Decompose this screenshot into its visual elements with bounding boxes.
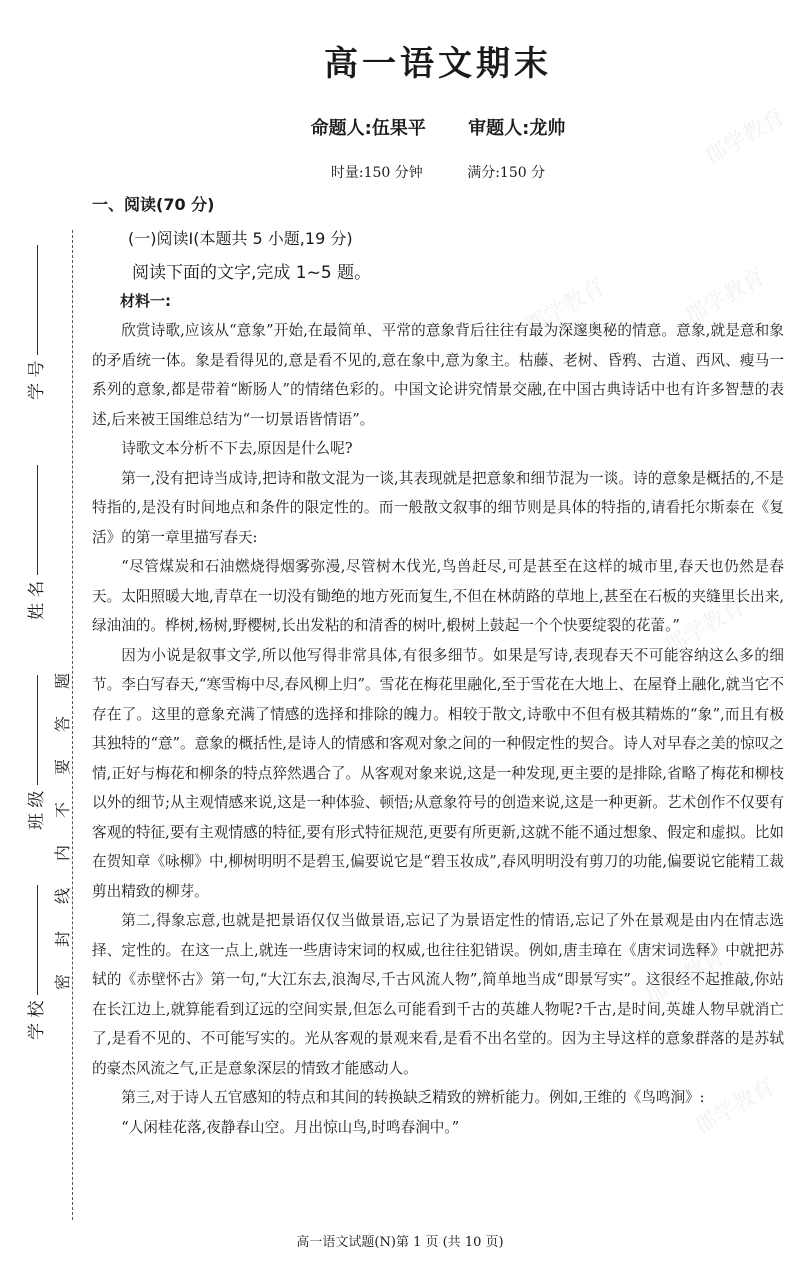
class-blank[interactable] (36, 675, 38, 785)
school-label: 学 校 (27, 1000, 47, 1040)
question-reviewer: 审题人:龙帅 (468, 118, 566, 139)
student-id-field (22, 245, 47, 400)
paragraph: 第三,对于诗人五官感知的特点和其间的转换缺乏精致的辨析能力。例如,王维的《鸟鸣涧》: (121, 1089, 705, 1106)
binding-margin (0, 0, 80, 1264)
exam-timing (92, 162, 784, 182)
poem-quote: “人闲桂花落,夜静春山空。月出惊山鸟,时鸣春涧中。” (121, 1118, 460, 1136)
class-label: 班 级 (27, 790, 47, 830)
watermark: 郡学教育 (660, 594, 750, 661)
watermark: 郡学教育 (640, 944, 730, 1011)
watermark: 郡学教育 (520, 274, 610, 341)
seal-warning: 密封线内不要答题 (53, 645, 72, 990)
school-field (22, 885, 47, 1040)
name-label: 姓 名 (27, 580, 47, 620)
exam-full-score: 满分:150 分 (467, 165, 546, 181)
exam-duration: 时量:150 分钟 (330, 165, 423, 181)
school-blank[interactable] (36, 885, 38, 995)
material-label: 材料一: (120, 292, 171, 310)
paragraph: 因为小说是叙事文学,所以他写得非常具体,有很多细节。如果是写诗,表现春天不可能容纳这么多的细节。李白写春天,“寒雪梅中尽,春风柳上归”。雪花在梅花里融化,至于雪花在大地上、在屋脊上融化,就当它不存在了。这里的意象充满了情感的选择和排除的魄力。相较于散文,诗歌中不但有极其精炼的“象”,而且有极其独特的“意”。意象的概括性,是诗人的情感和客观对象之间的一种假定性的契合。诗人对早春之美的惊叹之情,正好与梅花和柳条的特点猝然遇合了。从客观对象来说,这是一种发现,更主要的是排除,省略了梅花和柳枝以外的细节;从主观情感来说,这是一种体验、顿悟;从意象符号的创造来说,这是一种更新。艺术创作不仅要有客观的特征,要有主观情感的特征,要有形式特征规范,更要有所更新,这就不能不通过想象、假定和虚拟。比如在贺知章《咏柳》中,柳树明明不是碧玉,偏要说它是“碧玉妆成”,春风明明没有剪刀的功能,偏要说它能精工裁剪出精致的柳芽。 (92, 646, 784, 900)
name-field (22, 465, 47, 620)
watermark: 郡学教育 (700, 104, 790, 171)
paragraph: 诗歌文本分析不下去,原因是什么呢? (121, 440, 353, 457)
exam-authors (92, 114, 784, 140)
watermark: 郡学教育 (680, 264, 770, 331)
name-blank[interactable] (36, 465, 38, 575)
quote-paragraph: “尽管煤炭和石油燃烧得烟雾弥漫,尽管树木伐光,鸟兽赶尽,可是甚至在这样的城市里,春天也仍然是春天。太阳照暖大地,青草在一切没有锄绝的地方死而复生,不但在林荫路的草地上,甚至在石板的夹缝里长出来,绿油油的。桦树,杨树,野樱树,长出发粘的和清香的树叶,椴树上鼓起一个个快要绽裂的花蕾。” (92, 558, 784, 634)
paragraph: 第二,得象忘意,也就是把景语仅仅当做景语,忘记了为景语定性的情语,忘记了外在景观是由内在情志选择、定性的。在这一点上,就连一些唐诗宋词的权威,也往往犯错误。例如,唐圭璋在《唐宋词选释》中就把苏轼的《赤壁怀古》第一句,“大江东去,浪淘尽,千古风流人物”,简单地当成“即景写实”。这很经不起推敲,你站在长江边上,就算能看到辽远的空间实景,但怎么可能看到千古的英雄人物呢?千古,是时间,英雄人物早就消亡了,是看不见的、不可能写实的。光从客观的景观来看,是看不出名堂的。因为主导这样的意象群落的是苏轼的豪杰风流之气,正是意象深层的情致才能感动人。 (92, 912, 784, 1077)
paragraph: 欣赏诗歌,应该从“意象”开始,在最简单、平常的意象背后往往有最为深邃奥秘的情意。意象,就是意和象的矛盾统一体。象是看得见的,意是看不见的,意在象中,意为象主。枯藤、老树、昏鸦、古道、西风、瘦马一系列的意象,都是带着“断肠人”的情绪色彩的。中国文论讲究情景交融,在中国古典诗话中也有许多智慧的表述,后来被王国维总结为“一切景语皆情语”。 (92, 322, 784, 428)
reading-instruction: 阅读下面的文字,完成 1~5 题。 (132, 263, 372, 283)
class-field (22, 675, 47, 830)
section-heading: 一、阅读(70 分) (92, 195, 215, 214)
exam-title: 高一语文期末 (324, 44, 552, 84)
subsection-heading: (一)阅读Ⅰ(本题共 5 小题,19 分) (128, 229, 353, 248)
watermark: 郡学教育 (690, 1074, 780, 1141)
page-footer: 高一语文试题(N)第 1 页 (共 10 页) (296, 1235, 504, 1250)
paragraph: 第一,没有把诗当成诗,把诗和散文混为一谈,其表现就是把意象和细节混为一谈。诗的意象是概括的,不是特指的,是没有时间地点和条件的限定性的。而一般散文叙事的细节则是具体的特指的,请看托尔斯泰在《复活》的第一章里描写春天: (92, 469, 784, 546)
student-id-blank[interactable] (36, 245, 38, 355)
question-setter: 命题人:伍果平 (310, 118, 426, 139)
student-id-label: 学 号 (27, 360, 47, 400)
reading-passage (92, 316, 784, 1142)
